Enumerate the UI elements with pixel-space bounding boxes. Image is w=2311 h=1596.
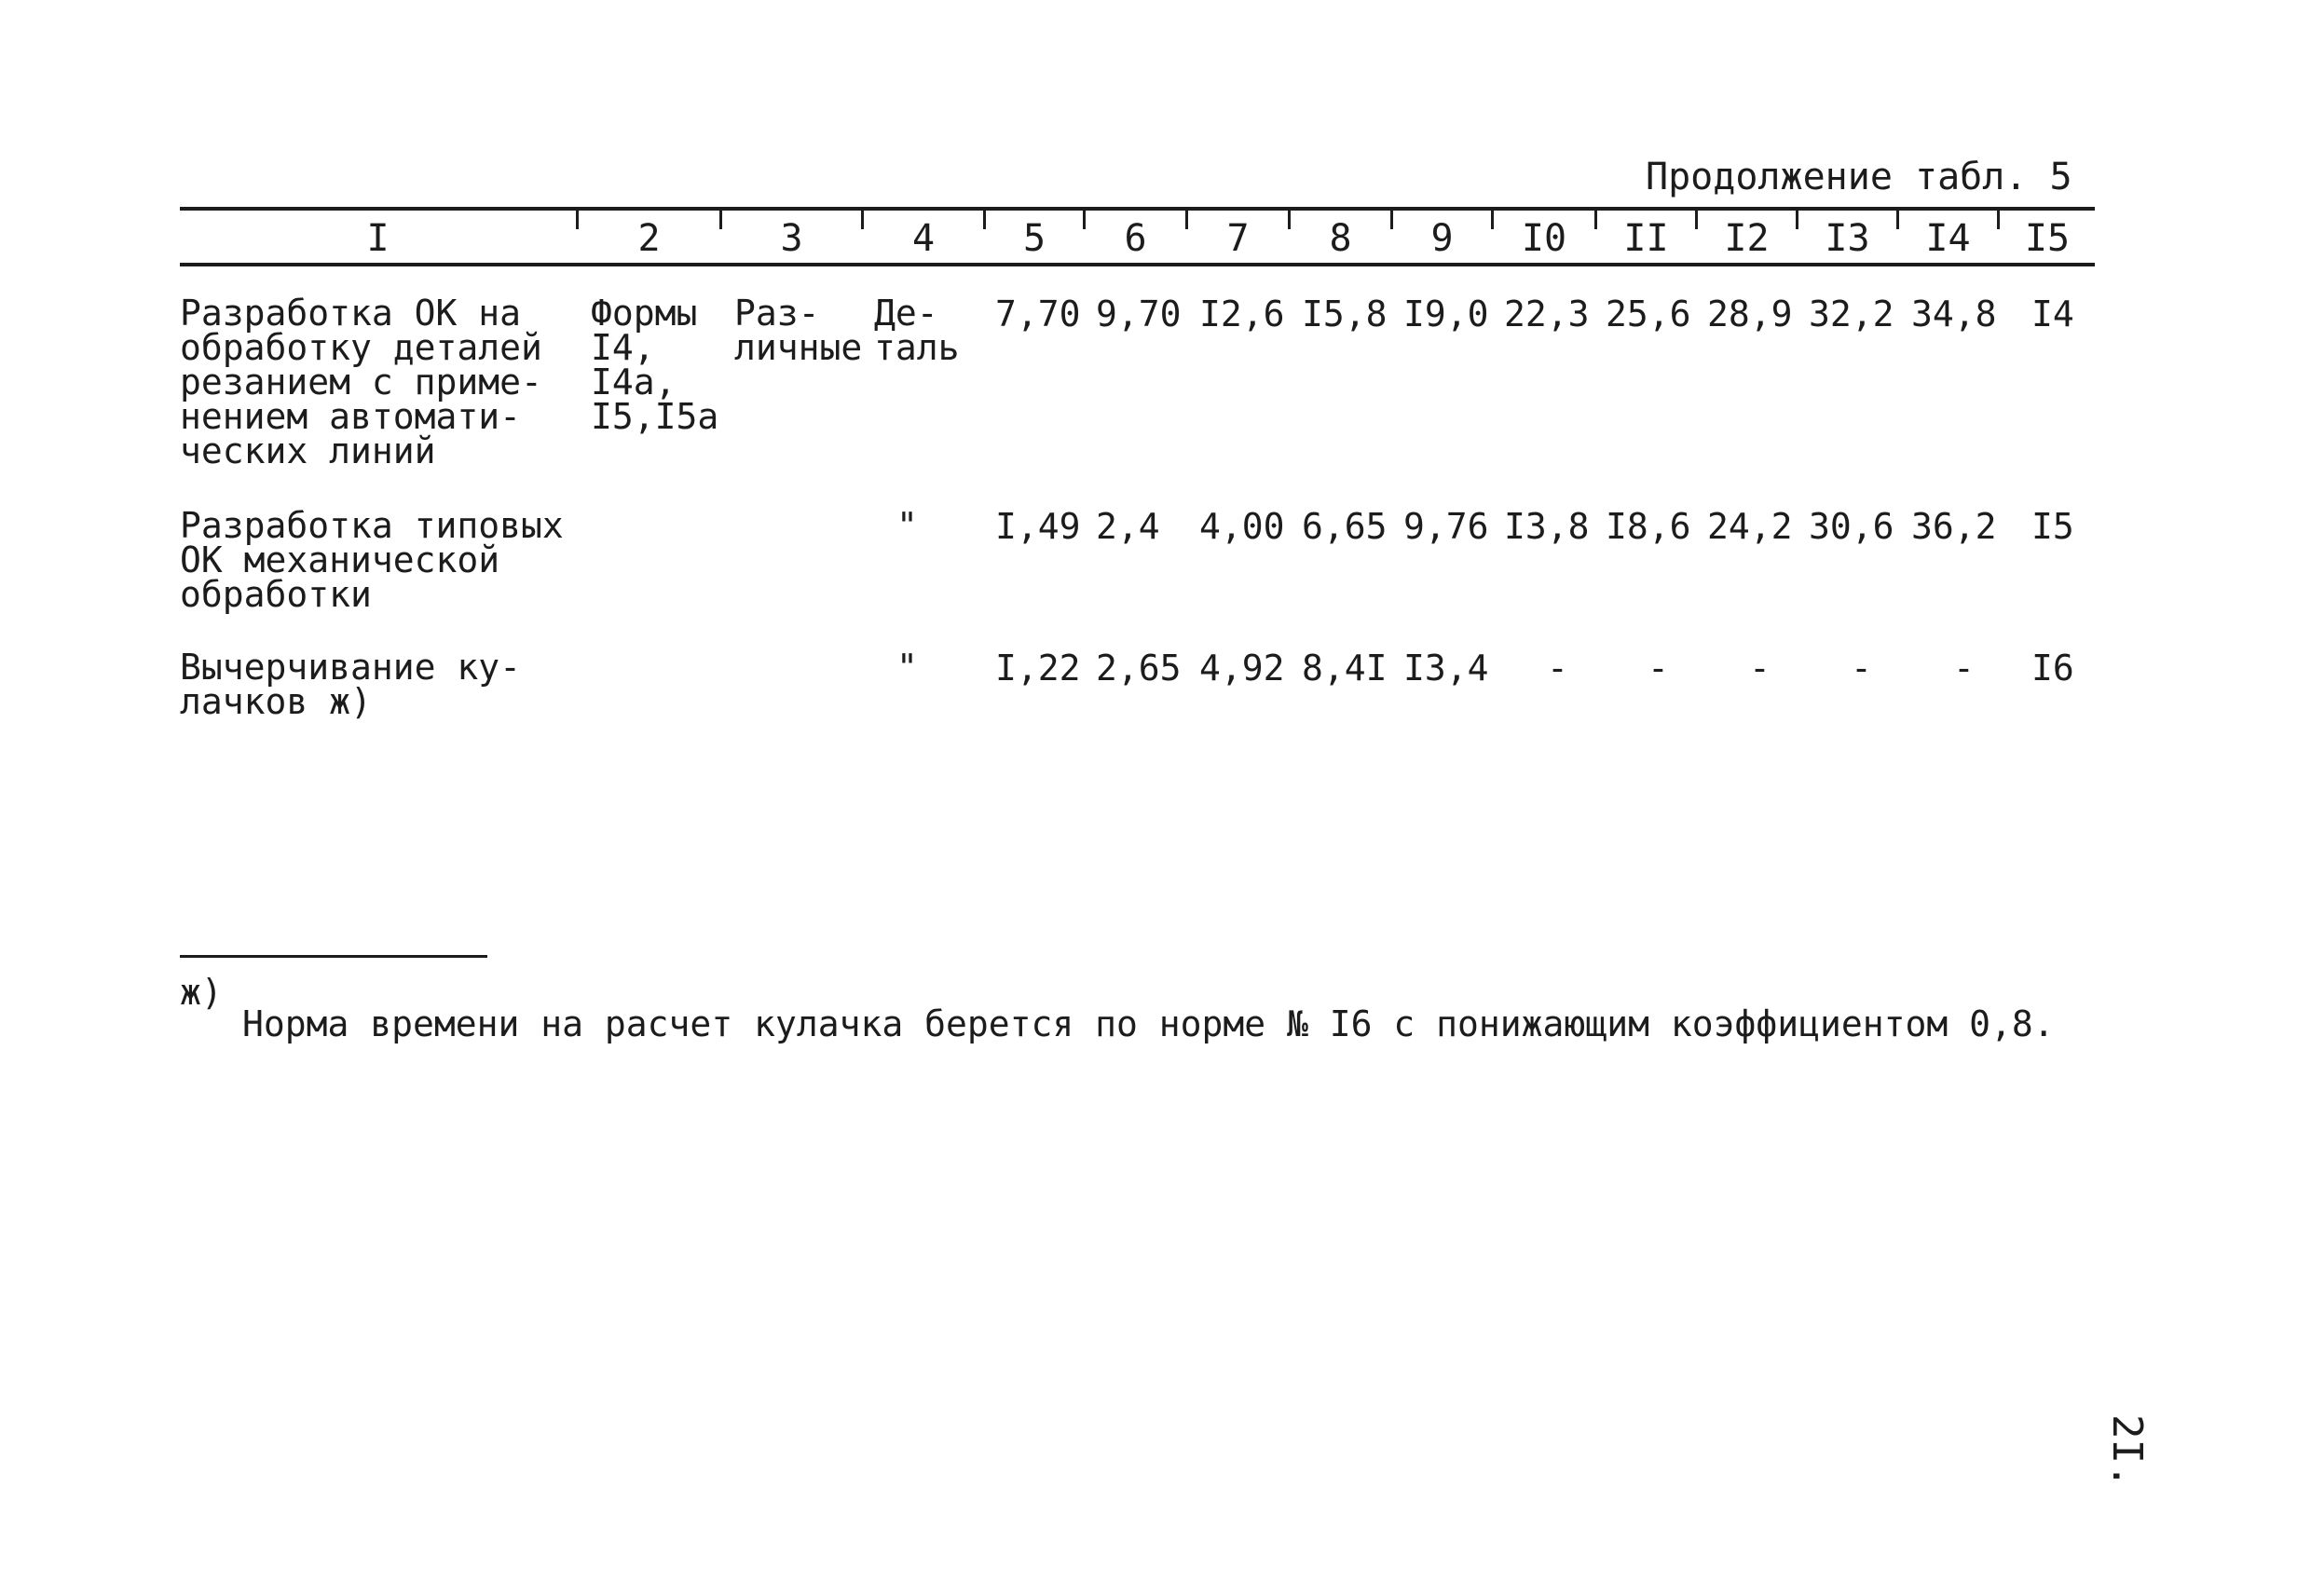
row-2-unit: ": [896, 505, 918, 546]
row-2-name: Разработка типовых ОК механической обработки: [180, 505, 564, 615]
column-header: 4: [911, 217, 936, 260]
row-2-value: I,49: [995, 506, 1081, 547]
row-3-value: -: [1648, 648, 1669, 689]
column-header: 8: [1329, 217, 1352, 260]
row-1-value: 7,70: [995, 293, 1081, 334]
row-1-kind: Раз- личные: [734, 293, 863, 368]
row-1-unit: Де- таль: [874, 293, 960, 368]
row-2-value: 24,2: [1707, 506, 1793, 547]
row-2-value: 9,76: [1403, 506, 1489, 547]
column-header: I: [366, 217, 390, 260]
column-header: I3: [1825, 217, 1870, 260]
row-2-value: 30,6: [1809, 506, 1894, 547]
row-3-value: -: [1851, 648, 1872, 689]
row-2-norm: I5: [2031, 506, 2074, 547]
row-3-value: 2,65: [1096, 648, 1182, 689]
column-header: I0: [1521, 217, 1567, 260]
row-3-value: I,22: [995, 648, 1081, 689]
column-header: 6: [1124, 217, 1147, 260]
row-3-value: -: [1749, 648, 1771, 689]
row-3-name: Вычерчивание ку- лачков ж): [180, 647, 522, 722]
row-2-value: 36,2: [1911, 506, 1997, 547]
row-2-value: 2,4: [1096, 506, 1160, 547]
row-1-form: Формы I4, I4а, I5,I5а: [591, 293, 719, 437]
column-header: I5: [2024, 217, 2071, 260]
row-1-value: I5,8: [1302, 293, 1388, 334]
row-1-value: 9,70: [1096, 293, 1182, 334]
column-header: I2: [1724, 217, 1770, 260]
page-number: 2I.: [2103, 1414, 2151, 1489]
row-2-value: 4,00: [1199, 506, 1285, 547]
row-1-value: 22,3: [1504, 293, 1590, 334]
table-caption: Продолжение табл. 5: [1646, 156, 2072, 198]
row-1-norm: I4: [2031, 293, 2074, 334]
column-header: 2: [637, 217, 661, 260]
footnote-mark: ж): [180, 972, 223, 1013]
row-3-value: -: [1547, 648, 1568, 689]
row-3-value: I3,4: [1403, 648, 1489, 689]
column-header: 7: [1226, 217, 1250, 260]
column-header: 9: [1430, 217, 1454, 260]
row-3-value: 8,4I: [1302, 648, 1388, 689]
column-header: II: [1623, 217, 1669, 260]
row-3-norm: I6: [2031, 648, 2074, 689]
row-2-value: I8,6: [1606, 506, 1691, 547]
row-1-name: Разработка ОК на обработку деталей резанием с приме- нением автомати- ческих линий: [180, 293, 542, 471]
row-3-unit: ": [896, 647, 918, 688]
column-header: 5: [1022, 217, 1046, 260]
table-top-rule: [180, 207, 2095, 211]
column-header: 3: [780, 217, 803, 260]
row-1-value: 32,2: [1809, 293, 1894, 334]
row-1-value: 28,9: [1707, 293, 1793, 334]
row-3-value: 4,92: [1199, 648, 1285, 689]
row-1-value: 34,8: [1911, 293, 1997, 334]
row-2-value: I3,8: [1504, 506, 1590, 547]
table-header-rule: [180, 263, 2095, 266]
footnote-rule: [180, 955, 487, 958]
row-1-value: I9,0: [1403, 293, 1489, 334]
row-2-value: 6,65: [1302, 506, 1388, 547]
row-3-value: -: [1953, 648, 1975, 689]
row-1-value: 25,6: [1606, 293, 1691, 334]
footnote-text: Норма времени на расчет кулачка берется по норме № I6 с понижающим коэффициентом 0,8.: [242, 1003, 2055, 1044]
column-header: I4: [1925, 217, 1971, 260]
row-1-value: I2,6: [1199, 293, 1285, 334]
